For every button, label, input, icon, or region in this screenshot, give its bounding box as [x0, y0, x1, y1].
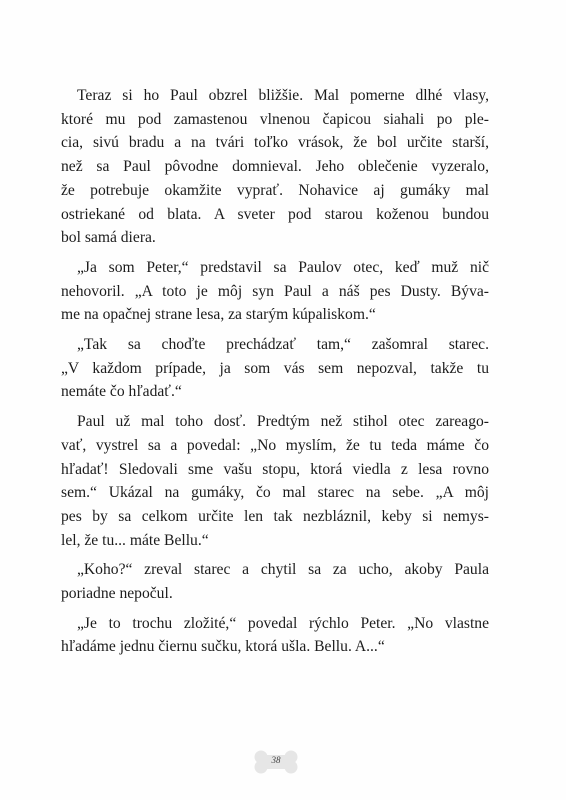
paragraph — [61, 256, 489, 327]
text-line: „Ja som Peter,“ predstavil sa Paulov otec, keď muž nič — [77, 258, 489, 276]
text-line: „V každom prípade, ja som vás sem nepozval, takže tu — [61, 359, 489, 377]
text-line: cia, sivú bradu a na tvári toľko vrások, že bol určite starší, — [61, 134, 489, 152]
text-line: poriadne nepočul. — [61, 585, 173, 603]
text-line: „Tak sa choďte prechádzať tam,“ zašomral starec. — [77, 336, 489, 354]
paragraph — [61, 410, 489, 552]
text-line: lel, že tu... máte Bellu.“ — [61, 531, 209, 549]
text-line: sem.“ Ukázal na gumáky, čo mal starec na sebe. „A môj — [61, 484, 489, 502]
page-number: 38 — [271, 755, 281, 765]
paragraph — [61, 558, 489, 605]
text-line: bol samá diera. — [61, 229, 156, 247]
text-line: me na opačnej strane lesa, za starým kúpaliskom.“ — [61, 306, 376, 324]
text-line: nemáte čo hľadať.“ — [61, 383, 182, 401]
paragraph — [61, 84, 489, 250]
paragraph — [61, 333, 489, 404]
text-line: vať, vystrel sa a povedal: „No myslím, že tu teda máme čo — [61, 436, 489, 454]
text-line: že potrebuje okamžite vyprať. Nohavice aj gumáky mal — [61, 181, 489, 199]
text-line: než sa Paul pôvodne domnieval. Jeho oblečenie vyzeralo, — [61, 158, 489, 176]
text-line: ktoré mu pod zamastenou vlnenou čapicou siahali po ple- — [61, 110, 489, 128]
text-line: hľadáme jednu čiernu sučku, ktorá ušla. Bellu. A...“ — [61, 638, 385, 656]
paragraph — [61, 612, 489, 659]
text-line: Paul už mal toho dosť. Predtým než stihol otec zareago- — [77, 413, 489, 431]
text-line: „Je to trochu zložité,“ povedal rýchlo Peter. „No vlastne — [77, 614, 489, 632]
text-line: hľadať! Sledovali sme vašu stopu, ktorá viedla z lesa rovno — [61, 460, 489, 478]
text-line: ostriekané od blata. A sveter pod starou koženou bundou — [61, 205, 489, 223]
body-text — [61, 84, 489, 665]
text-line: nehovoril. „A toto je môj syn Paul a náš pes Dusty. Býva- — [61, 282, 489, 300]
text-line: „Koho?“ zreval starec a chytil sa za ucho, akoby Paula — [77, 561, 489, 579]
text-line: pes by sa celkom určite len tak nezbláznil, keby si nemys- — [61, 507, 489, 525]
text-line: Teraz si ho Paul obzrel bližšie. Mal pomerne dlhé vlasy, — [77, 87, 489, 104]
